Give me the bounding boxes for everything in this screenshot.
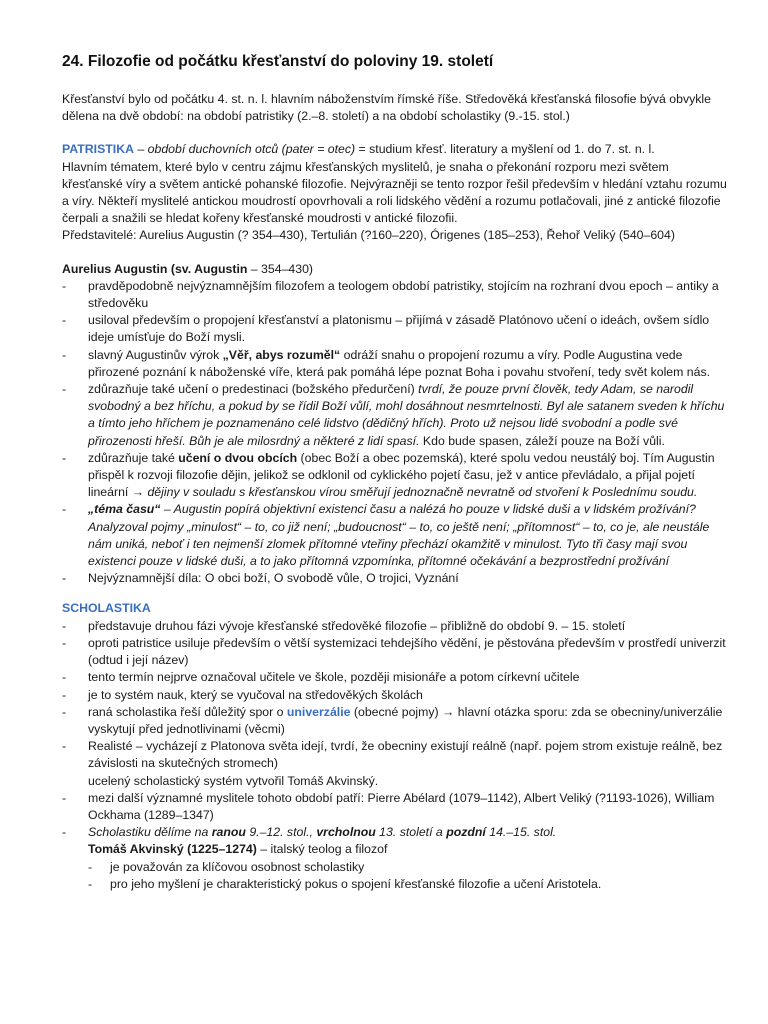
list-item: - usiloval především o propojení křesťanství a platonismu – přijímá v zásadě Platónovo učení o ideách, ovšem sídlo ideje umísťuje do Boží mysli.: [62, 312, 732, 346]
scholastika-heading: SCHOLASTIKA: [62, 601, 151, 616]
list-item: - Nejvýznamnější díla: O obci boží, O svobodě vůle, O trojici, Vyznání: [62, 570, 732, 587]
patristika-representatives: Představitelé: Aurelius Augustin (? 354–430), Tertulián (?160–220), Órigenes (185–253), Řehoř Veliký (540–604): [62, 228, 675, 243]
augustin-list: [62, 278, 732, 588]
list-item: - Realisté – vycházejí z Platonova světa idejí, tvrdí, že obecniny existují reálně (např. pojem strom existuje reálně, bez závislosti na skutečných stromech): [62, 738, 732, 772]
list-item: - raná scholastika řeší důležitý spor o univerzálie (obecné pojmy) → hlavní otázka sporu: zda se obecniny/univerzálie vyskytují před jednotlivinami (věcmi): [62, 704, 732, 738]
list-item: - zdůrazňuje také učení o predestinaci (božského předurčení) tvrdí, že pouze první člověk, tedy Adam, se narodil svobodný a bez hříchu, a pokud by se řídil Boží vůlí, mohl dosáhnout nesmrtelnosti. Byl ale satanem sveden k hříchu a tímto jeho hříchem je poznamenáno celé lidstvo (dědičný hřích). Proto už nejsou lidé svobodní a podle své přirozenosti hřeší. Bůh je ale milosrdný a některé z lidí spasí. Kdo bude spasen, záleží pouze na Boží vůli.: [62, 381, 732, 450]
list-item: - „téma času“ – Augustin popírá objektivní existenci času a nalézá ho pouze v lidské duši a v lidském prožívání? Analyzoval pojmy „minulost“ – to, co již není; „budoucnost“ – to, co ještě není; „přítomnost“ – to, co je, ale neustále nám uniká, neboť i ten nejmenší zlomek přítomné vteřiny přechází okamžitě v minulost. Tyto tři časy mají svou existenci pouze v lidské duši, a to jako přítomná vzpomínka, přítomné očekávání a bezprostřední prožívání: [62, 501, 732, 570]
list-item: - pro jeho myšlení je charakteristický pokus o spojení křesťanské filozofie a učení Aristotela.: [88, 876, 732, 893]
page-title: 24. Filozofie od počátku křesťanství do poloviny 19. století: [62, 53, 494, 70]
list-item: - oproti patristice usiluje především o větší systemizaci tehdejšího vědění, je pěstována především v prostředí univerzit (odtud i její název): [62, 635, 732, 669]
patristika-heading: PATRISTIKA: [62, 142, 134, 157]
scholastika-list-2: [62, 790, 732, 842]
scholastika-list: [62, 618, 732, 773]
intro-paragraph: Křesťanství bylo od počátku 4. st. n. l. hlavním náboženstvím římské říše. Středověká křesťanská filosofie bývá obvykle dělena na dvě období: na období patristiky (2.–8. století) a na období scholastiky (9.-15. stol.): [62, 92, 711, 124]
scholastika-section: [62, 600, 732, 892]
list-item: - pravděpodobně nejvýznamnějším filozofem a teologem období patristiky, stojícím na rozhraní dvou epoch – antiky a středověku: [62, 278, 732, 312]
quote-text: „Věř, abys rozuměl“: [222, 347, 341, 362]
list-item: - tento termín nejprve označoval učitele ve škole, později misionáře a potom církevní učitele: [62, 669, 732, 686]
universalie-term: univerzálie: [286, 704, 351, 719]
augustin-heading: Aurelius Augustin (sv. Augustin – 354–430): [62, 261, 314, 276]
tomas-system-note: ucelený scholastický systém vytvořil Tomáš Akvinský.: [88, 773, 379, 788]
patristika-subtitle: období duchovních otců (pater = otec): [147, 142, 356, 157]
list-item: - mezi další významné myslitele tohoto období patří: Pierre Abélard (1079–1142), Albert Veliký (?1193-1026), William Ockhama (1289–1347): [62, 790, 732, 824]
list-item: - je to systém nauk, který se vyučoval na středověkých školách: [62, 687, 732, 704]
list-item: - Scholastiku dělíme na ranou 9.–12. stol., vrcholnou 13. století a pozdní 14.–15. stol.: [62, 824, 732, 841]
patristika-body: Hlavním tématem, které bylo v centru zájmu křesťanských myslitelů, je snaha o překonání rozporu mezi světem křesťanské víry a světem antické pohanské filozofie. Nejvýrazněji se tento rozpor řešil především v hledání vztahu rozumu a víry. Někteří myslitelé antickou moudrostí opovrhovali a roli lidského vědění a rozumu potlačovali, jiné z antické filozofie čerpali a snažili se hledat kořeny křesťanské moudrosti v antické filozofii.: [62, 159, 727, 226]
list-item: - zdůrazňuje také učení o dvou obcích (obec Boží a obec pozemská), které spolu vedou neustálý boj. Tím Augustin přispěl k rozvoji filozofie dějin, jelikož se odklonil od cyklického pojetí času, jež v antice převládalo, a přijal pojetí lineární → dějiny v souladu s křesťanskou vírou směřují jednoznačně nevratně od stvoření k Poslednímu soudu.: [62, 450, 732, 502]
patristika-section: [62, 141, 732, 244]
patristika-definition: PATRISTIKA – období duchovních otců (pater = otec) = studium křesť. literatury a myšlení od 1. do 7. st. n. l.: [62, 142, 655, 157]
list-item: - je považován za klíčovou osobnost scholastiky: [88, 859, 732, 876]
document-page: [62, 52, 732, 893]
list-item: - představuje druhou fázi vývoje křesťanské středověké filozofie – přibližně do období 9. – 15. století: [62, 618, 732, 635]
list-item: - slavný Augustinův výrok „Věř, abys rozuměl“ odráží snahu o propojení rozumu a víry. Podle Augustina vede přirozené poznání k náboženské víře, která pak pomáhá lépe poznat Boha i povahu stvoření, tedy svět kolem nás.: [62, 347, 732, 381]
tomas-heading: Tomáš Akvinský (1225–1274) – italský teolog a filozof: [88, 842, 388, 857]
augustin-section: [62, 261, 732, 588]
tomas-list: [62, 859, 732, 893]
